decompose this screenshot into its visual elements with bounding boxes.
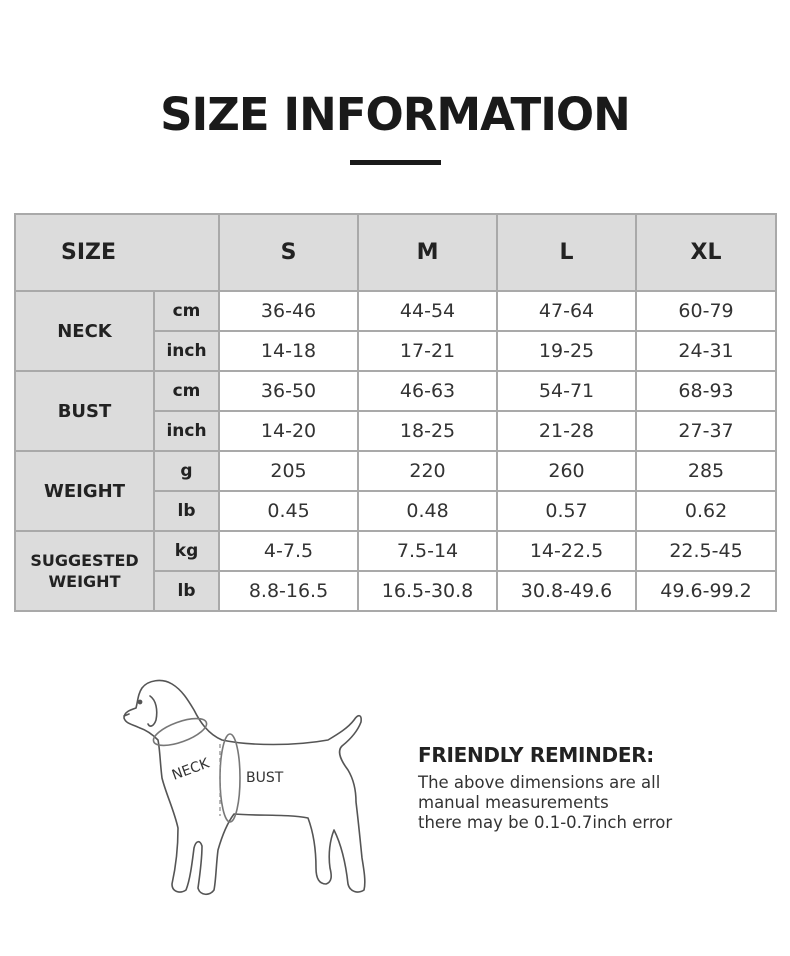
unit-cell: kg xyxy=(154,531,219,571)
neck-label: NECK xyxy=(169,755,212,784)
value-cell: 285 xyxy=(636,451,776,491)
value-cell: 27-37 xyxy=(636,411,776,451)
value-cell: 205 xyxy=(219,451,358,491)
value-cell: 54-71 xyxy=(497,371,636,411)
column-header-m: M xyxy=(358,214,497,291)
size-table xyxy=(14,213,777,612)
dog-measurement-diagram xyxy=(110,670,380,905)
row-group-suggested-weight xyxy=(15,531,154,611)
reminder-line: there may be 0.1-0.7inch error xyxy=(418,813,673,832)
value-cell: 36-46 xyxy=(219,291,358,331)
value-cell: 7.5-14 xyxy=(358,531,497,571)
bust-measure-band xyxy=(220,734,240,822)
unit-cell: lb xyxy=(154,491,219,531)
unit-cell: inch xyxy=(154,411,219,451)
value-cell: 260 xyxy=(497,451,636,491)
unit-cell: cm xyxy=(154,371,219,411)
column-header-s: S xyxy=(219,214,358,291)
dog-outline-icon xyxy=(124,681,365,895)
table-row xyxy=(15,291,776,331)
value-cell: 21-28 xyxy=(497,411,636,451)
value-cell: 18-25 xyxy=(358,411,497,451)
value-cell: 47-64 xyxy=(497,291,636,331)
value-cell: 4-7.5 xyxy=(219,531,358,571)
value-cell: 46-63 xyxy=(358,371,497,411)
unit-cell: lb xyxy=(154,571,219,611)
page-title: SIZE INFORMATION xyxy=(160,88,630,141)
unit-cell: cm xyxy=(154,291,219,331)
size-header: SIZE xyxy=(15,214,219,291)
row-group-neck: NECK xyxy=(15,291,154,371)
value-cell: 68-93 xyxy=(636,371,776,411)
friendly-reminder xyxy=(418,743,778,833)
value-cell: 49.6-99.2 xyxy=(636,571,776,611)
value-cell: 36-50 xyxy=(219,371,358,411)
reminder-line: The above dimensions are all xyxy=(418,773,661,792)
value-cell: 14-20 xyxy=(219,411,358,451)
group-label-line: SUGGESTED xyxy=(30,551,139,570)
reminder-title: FRIENDLY REMINDER: xyxy=(418,743,654,767)
title-underline xyxy=(350,160,441,165)
column-header-l: L xyxy=(497,214,636,291)
value-cell: 0.62 xyxy=(636,491,776,531)
value-cell: 30.8-49.6 xyxy=(497,571,636,611)
value-cell: 14-18 xyxy=(219,331,358,371)
value-cell: 17-21 xyxy=(358,331,497,371)
value-cell: 0.57 xyxy=(497,491,636,531)
value-cell: 220 xyxy=(358,451,497,491)
value-cell: 24-31 xyxy=(636,331,776,371)
value-cell: 16.5-30.8 xyxy=(358,571,497,611)
value-cell: 44-54 xyxy=(358,291,497,331)
value-cell: 60-79 xyxy=(636,291,776,331)
value-cell: 0.48 xyxy=(358,491,497,531)
table-row xyxy=(15,451,776,491)
group-label-line: WEIGHT xyxy=(48,572,121,591)
value-cell: 19-25 xyxy=(497,331,636,371)
reminder-line: manual measurements xyxy=(418,793,609,812)
unit-cell: inch xyxy=(154,331,219,371)
column-header-xl: XL xyxy=(636,214,776,291)
value-cell: 8.8-16.5 xyxy=(219,571,358,611)
unit-cell: g xyxy=(154,451,219,491)
row-group-bust: BUST xyxy=(15,371,154,451)
value-cell: 14-22.5 xyxy=(497,531,636,571)
table-header-row xyxy=(15,214,776,291)
bust-label: BUST xyxy=(246,770,284,786)
table-row xyxy=(15,371,776,411)
neck-measure-band xyxy=(150,713,209,751)
row-group-weight: WEIGHT xyxy=(15,451,154,531)
value-cell: 0.45 xyxy=(219,491,358,531)
value-cell: 22.5-45 xyxy=(636,531,776,571)
table-row xyxy=(15,531,776,571)
